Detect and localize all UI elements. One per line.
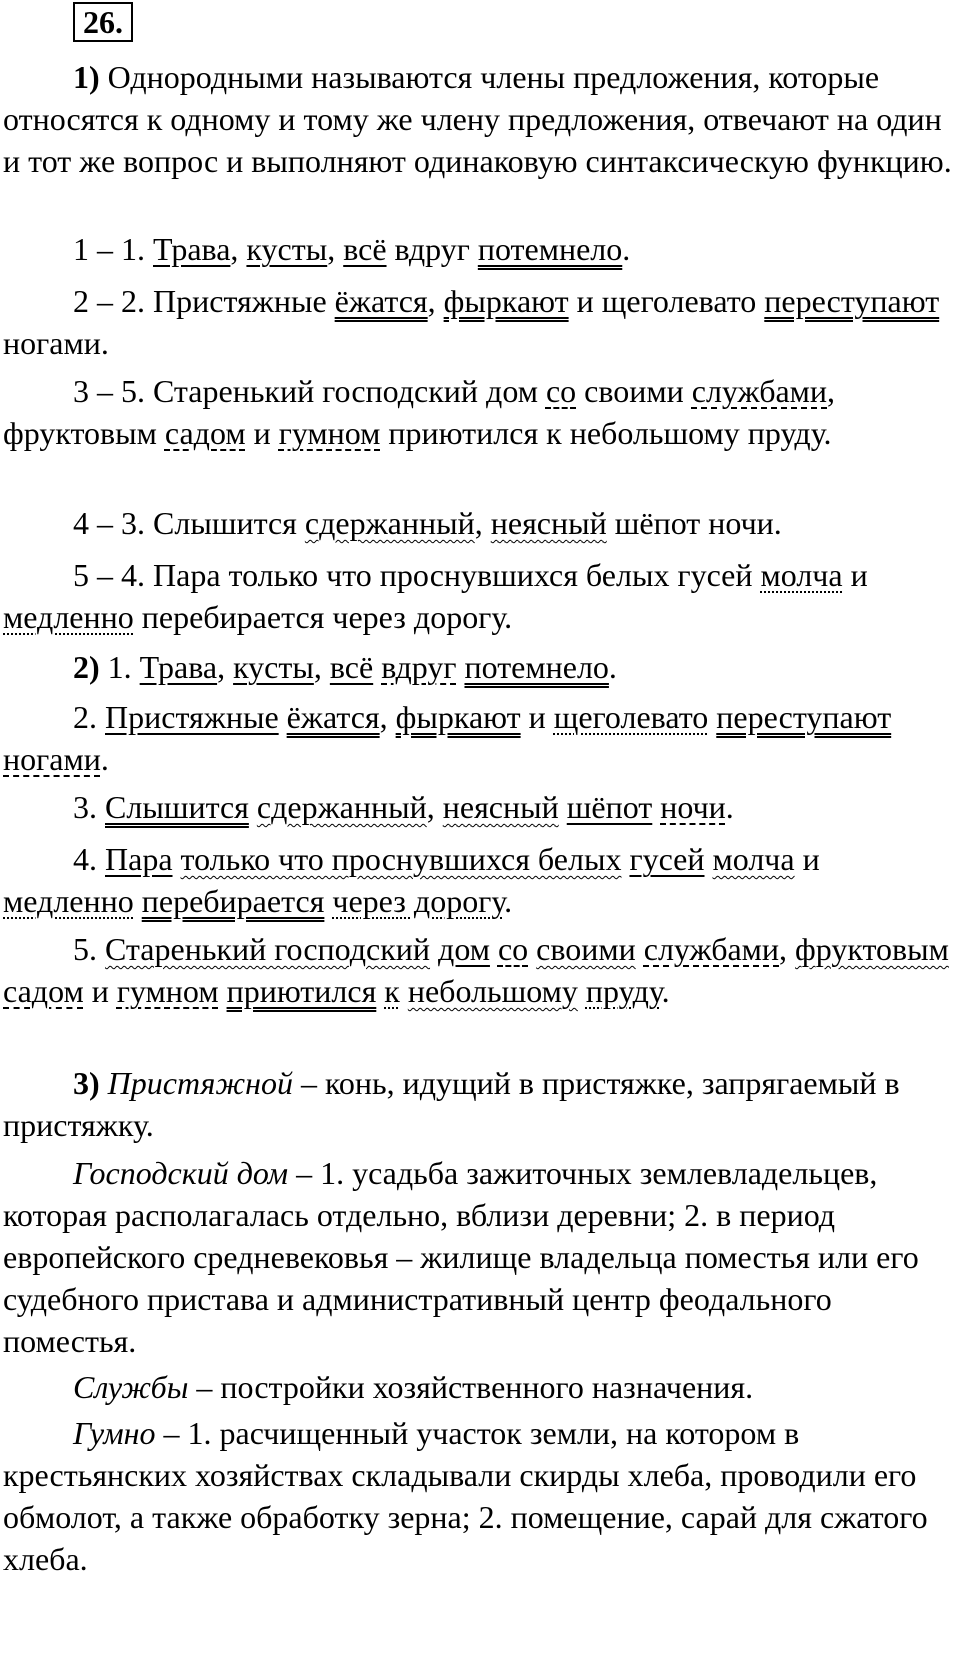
subject: дом xyxy=(438,931,490,967)
predicate: переступают xyxy=(716,699,892,735)
object: со xyxy=(497,931,529,967)
adverbial: щеголевато xyxy=(553,699,709,735)
attribute: своими xyxy=(536,931,636,967)
match-4-3: 4 – 3. Слышится сдержанный, неясный шёпот ночи. xyxy=(73,505,782,541)
attribute: неясный xyxy=(442,789,559,825)
subject: гусей xyxy=(629,841,705,877)
object: гумном xyxy=(116,973,219,1009)
predicate: фыркают xyxy=(443,283,569,319)
attribute: сдержанный xyxy=(256,789,427,825)
subject: Пристяжные xyxy=(105,699,279,735)
match-3-5: 3 – 5. Старенький господский дом со своими службами, фруктовым садом и гумном приютился к небольшому пруду. xyxy=(3,373,836,451)
predicate: ёжатся xyxy=(286,699,380,735)
predicate: Слышится xyxy=(105,789,249,825)
subject: кусты xyxy=(246,231,328,267)
parsed-sentence-2: 2. Пристяжные ёжатся, фыркают и щеголевато переступают ногами. xyxy=(3,699,892,777)
adverbial: через дорогу xyxy=(332,883,505,919)
adverbial: медленно xyxy=(3,883,134,919)
subject: всё xyxy=(343,231,387,267)
match-prefix: 1 – 1. xyxy=(73,231,145,267)
match-2-2: 2 – 2. Пристяжные ёжатся, фыркают и щеголевато переступают ногами. xyxy=(3,283,940,361)
subject: Трава xyxy=(153,231,231,267)
glossary-entry-1 xyxy=(3,1062,953,1146)
parsed-sentence-4: 4. Пара только что проснувшихся белых гусей молча и медленно перебирается через дорогу. xyxy=(3,841,820,919)
definition-text: Однородными называются члены предложения, которые относятся к одному и тому же члену предложения, отвечают на один и тот же вопрос и выполняют одинаковую синтаксическую функцию. xyxy=(3,59,952,179)
adverbial: молча xyxy=(712,841,795,877)
predicate: перебирается xyxy=(141,883,325,919)
parsed-sentence-1: 2) 1. Трава, кусты, всё вдруг потемнело. xyxy=(73,649,617,685)
glossary-definition: – 1. расчищенный участок земли, на котором в крестьянских хозяйствах складывали скирды хлеба, проводили его обмолот, а также обработку зерна; 2. помещение, сарай для сжатого хлеба. xyxy=(3,1415,928,1577)
adverbial: пруду xyxy=(585,973,662,1009)
object: службами xyxy=(691,373,828,409)
part1-definition xyxy=(3,56,953,182)
subject: Пара xyxy=(105,841,173,877)
object: садом xyxy=(164,415,246,451)
attribute: небольшому xyxy=(407,973,578,1009)
glossary-term: Службы xyxy=(73,1369,189,1405)
attribute: Старенький господский xyxy=(105,931,431,967)
subject: Трава xyxy=(139,649,218,685)
parsed-sentence-5: 5. Старенький господский дом со своими службами, фруктовым садом и гумном приютился к небольшому пруду. xyxy=(3,931,949,1009)
match-prefix: 2 – 2. xyxy=(73,283,145,319)
subject: кусты xyxy=(233,649,314,685)
adverbial-part: к xyxy=(384,973,400,1009)
subject: шёпот xyxy=(566,789,653,825)
subject: всё xyxy=(329,649,374,685)
glossary-definition: – 1. усадьба зажиточных землевладельцев, которая располагалась отдельно, вблизи деревни; 2. в период европейского средневековья – жилище владельца поместья или его судебного пристава и административный центр феодального поместья. xyxy=(3,1155,919,1359)
glossary-entry-2 xyxy=(3,1152,953,1362)
attribute: сдержанный xyxy=(304,505,475,541)
adverbial: молча xyxy=(760,557,843,593)
predicate: фыркают xyxy=(395,699,521,735)
glossary-term: Пристяжной xyxy=(107,1065,293,1101)
predicate: ёжатся xyxy=(334,283,428,319)
match-prefix: 4 – 3. xyxy=(73,505,145,541)
adverbial: медленно xyxy=(3,599,134,635)
match-5-4: 5 – 4. Пара только что проснувшихся белых гусей молча и медленно перебирается через дорогу. xyxy=(3,557,868,635)
object: службами xyxy=(643,931,780,967)
glossary-entry-3 xyxy=(3,1366,953,1408)
attribute: неясный xyxy=(490,505,607,541)
glossary-term: Гумно xyxy=(73,1415,156,1451)
object: ногами xyxy=(3,741,101,777)
glossary-term: Господский дом xyxy=(73,1155,289,1191)
adverbial: вдруг xyxy=(381,649,457,685)
glossary-definition: – конь, идущий в пристяжке, запрягаемый в пристяжку. xyxy=(3,1065,900,1143)
attribute: только что проснувшихся белых xyxy=(180,841,622,877)
object: гумном xyxy=(278,415,381,451)
match-prefix: 5 – 4. xyxy=(73,557,145,593)
part1-marker: 1) xyxy=(73,59,100,95)
adverbial-part: со xyxy=(545,373,577,409)
exercise-number: 26. xyxy=(73,2,133,42)
glossary-definition: – постройки хозяйственного назначения. xyxy=(188,1369,754,1405)
predicate: потемнело xyxy=(477,231,623,267)
object: ночи xyxy=(660,789,726,825)
part3-marker: 3) xyxy=(73,1065,100,1101)
match-1-1: 1 – 1. Трава, кусты, всё вдруг потемнело. xyxy=(73,231,631,267)
glossary-entry-4 xyxy=(3,1412,953,1580)
attribute: фруктовым xyxy=(795,931,949,967)
object: садом xyxy=(3,973,84,1009)
parsed-sentence-3: 3. Слышится сдержанный, неясный шёпот ночи. xyxy=(73,789,734,825)
match-prefix: 3 – 5. xyxy=(73,373,145,409)
predicate: приютился xyxy=(226,973,377,1009)
predicate: потемнело xyxy=(464,649,609,685)
part2-marker: 2) xyxy=(73,649,100,685)
predicate: переступают xyxy=(764,283,940,319)
